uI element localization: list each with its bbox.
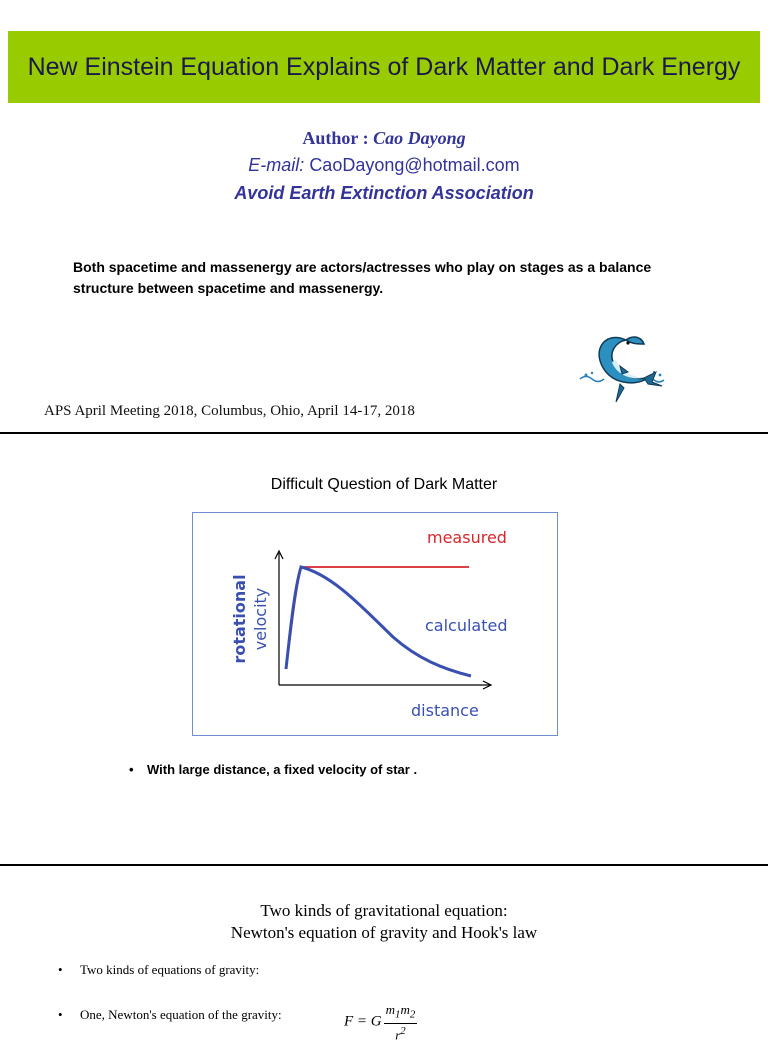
y-axis-label-line1: rotational [230, 574, 249, 664]
gravity-equations-slide [0, 866, 768, 1042]
author-name: Cao Dayong [373, 128, 466, 148]
newton-gravity-formula [344, 1002, 417, 1042]
y-axis-label-line2: velocity [251, 587, 270, 651]
bullet-marker: • [58, 962, 63, 977]
rotation-curve-chart [192, 512, 558, 736]
title-slide [0, 0, 768, 434]
meeting-info: APS April Meeting 2018, Columbus, Ohio, April 14-17, 2018 [44, 403, 415, 419]
formula-denominator: $r^2$ [395, 1024, 406, 1042]
x-axis-label: distance [411, 701, 479, 720]
slide-title: Difficult Question of Dark Matter [270, 476, 498, 493]
bullet-marker: • [129, 762, 134, 777]
association-name: Avoid Earth Extinction Association [234, 183, 534, 203]
presentation-title: New Einstein Equation Explains of Dark Matter and Dark Energy [27, 52, 741, 81]
bullet-text: With large distance, a fixed velocity of star . [147, 762, 418, 777]
slide-title [0, 900, 768, 944]
bullet-text: One, Newton's equation of the gravity: [80, 1007, 282, 1022]
email-label: E-mail: [248, 155, 310, 175]
email-line [0, 155, 768, 176]
bullet-item [58, 962, 259, 978]
dark-matter-slide [0, 434, 768, 866]
author-label: Author : [302, 128, 374, 148]
bullet-item [129, 762, 417, 777]
title-banner [8, 31, 760, 103]
slide-title-line2: Newton's equation of gravity and Hook's law [230, 923, 538, 942]
series-label-calculated: calculated [425, 616, 508, 635]
series-label-measured: measured [427, 528, 507, 547]
bullet-item [58, 1007, 282, 1023]
formula-lhs: F = G [344, 1013, 382, 1030]
formula-fraction [384, 1002, 418, 1042]
bullet-text: Two kinds of equations of gravity: [80, 962, 260, 977]
slide-title-line1: Two kinds of gravitational equation: [260, 901, 508, 920]
dolphin-icon [576, 322, 670, 406]
email-address[interactable]: CaoDayong@hotmail.com [309, 155, 520, 175]
intro-paragraph: Both spacetime and massenergy are actors/actresses who play on stages as a balance structure between spacetime and massenergy. [73, 259, 652, 296]
author-line [0, 128, 768, 149]
formula-numerator: $m_1m_2$ [384, 1002, 418, 1024]
bullet-marker: • [58, 1007, 63, 1022]
